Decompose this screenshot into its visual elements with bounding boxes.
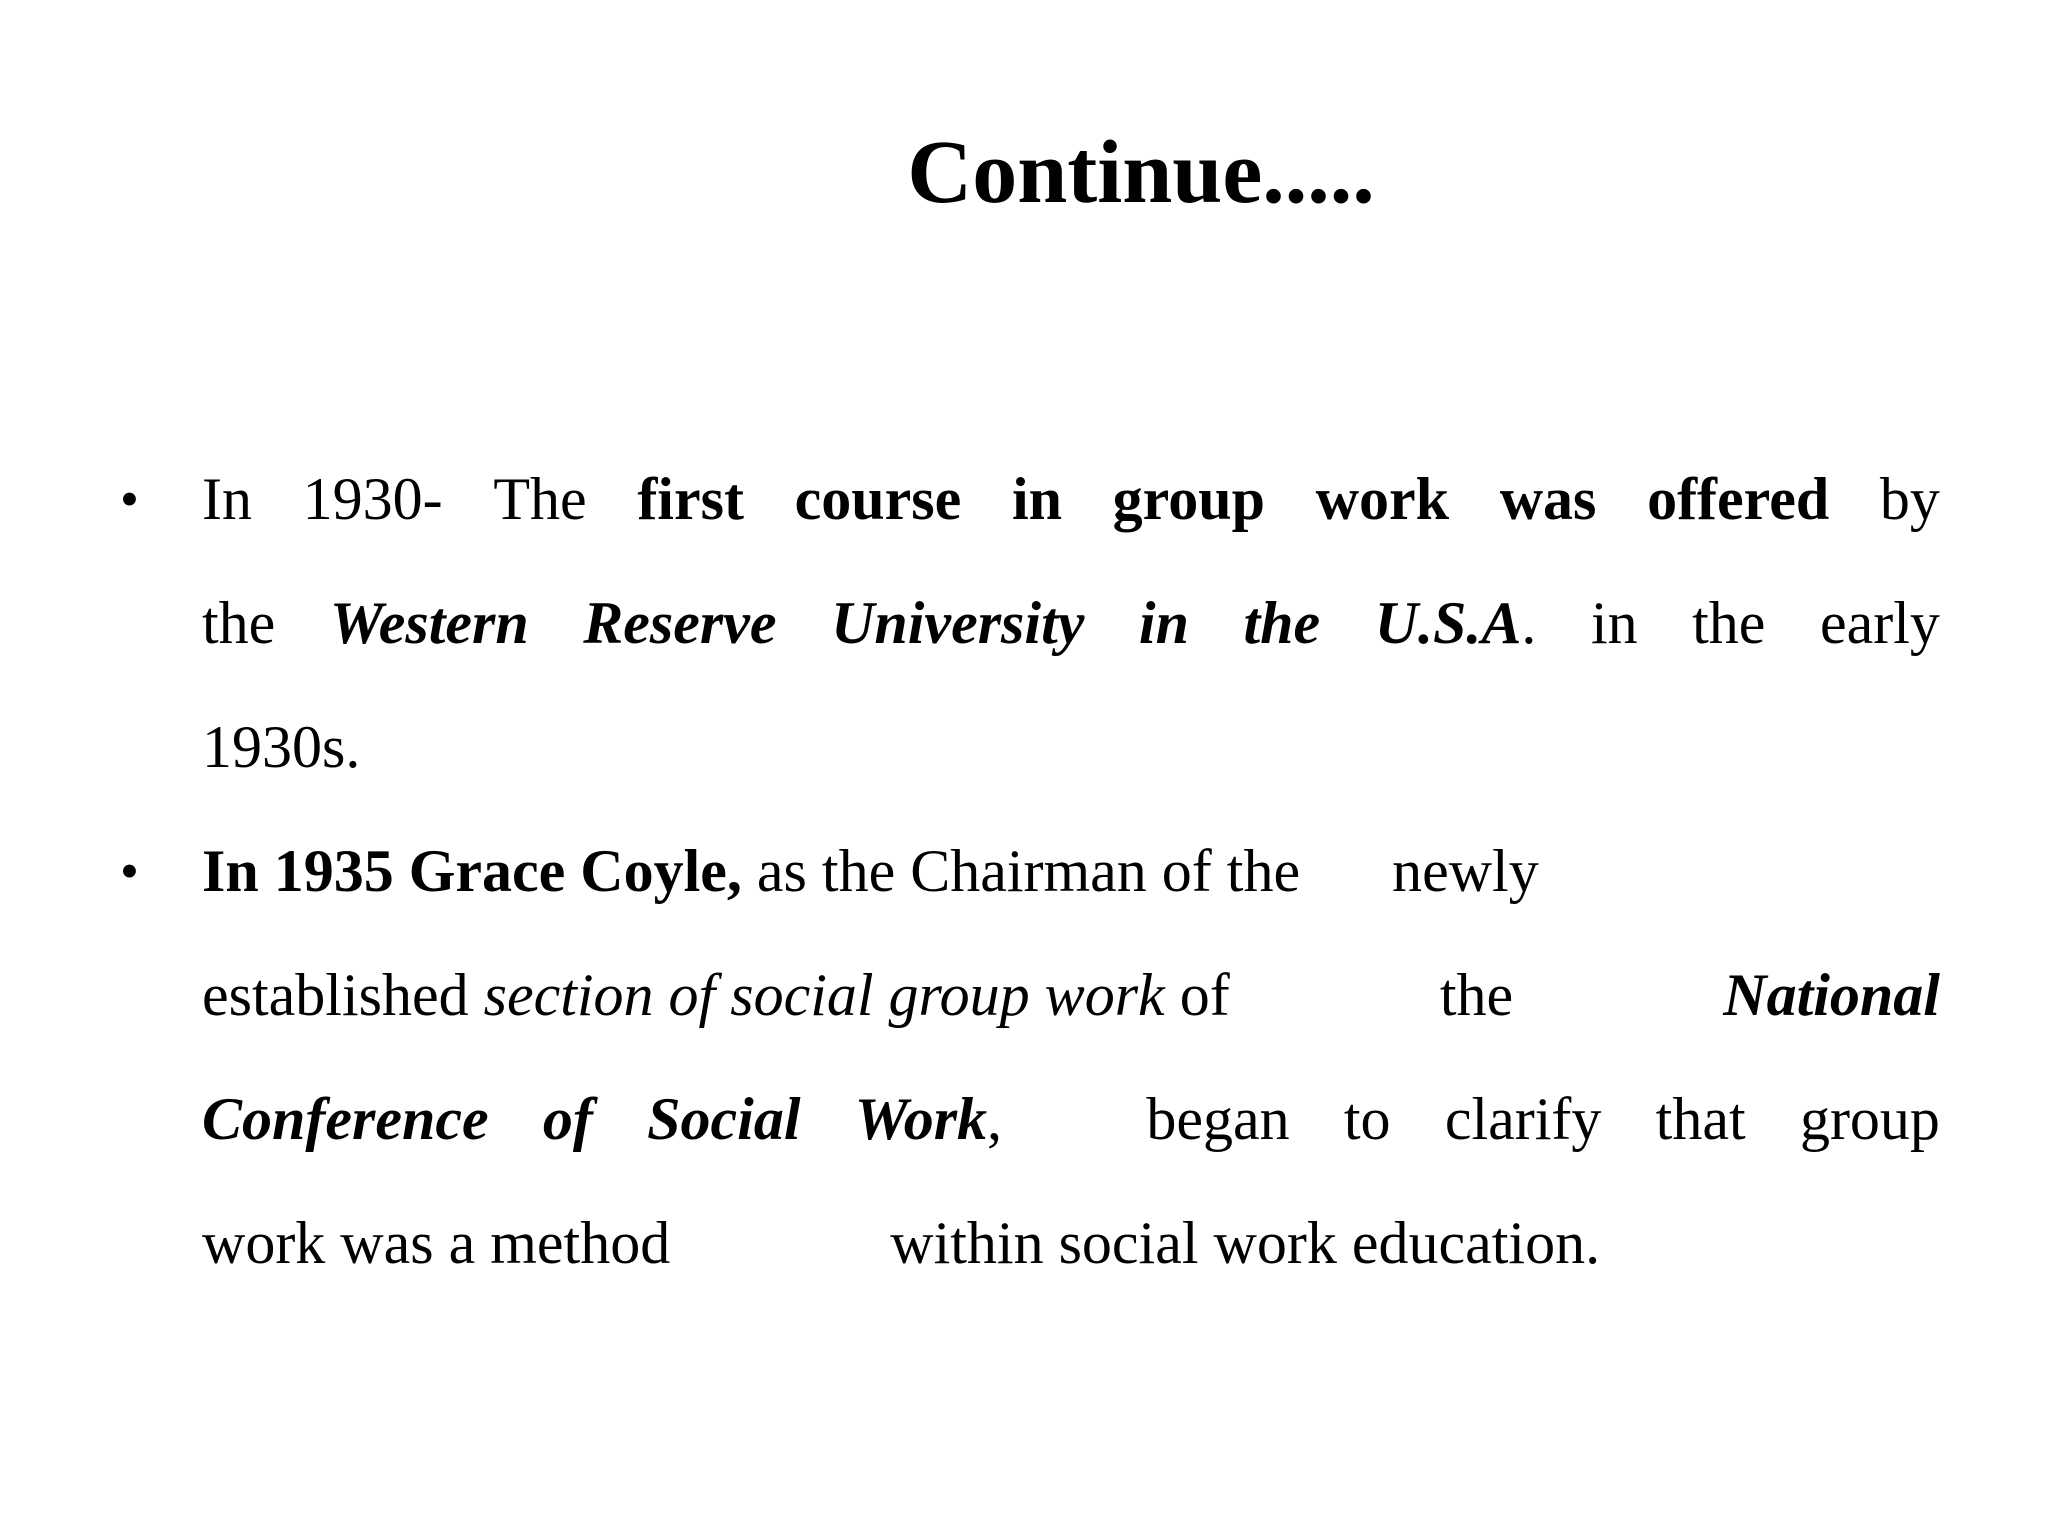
bullet-2-line-3 [202,1057,1940,1181]
text-in: in [1590,590,1638,656]
bullet-dot-icon: • [120,841,139,901]
bullet-list [120,437,1940,1305]
text-newly: newly [1392,838,1539,904]
text-group: group [1112,466,1265,532]
bullet-2-line-1 [202,809,1940,933]
bullet-item-1935 [120,809,1940,1305]
text-of: of [1179,962,1230,1028]
text-period: . [1521,590,1537,656]
text-early: early [1819,590,1940,656]
text-of-bold: of [542,1086,593,1152]
text-reserve: Reserve [583,590,777,656]
text-began: began [1146,1086,1290,1152]
bullet-2-line-2 [202,933,1940,1057]
text-usa: U.S.A [1374,590,1522,656]
bullet-dot-icon: • [120,469,139,529]
text-university: University [831,590,1085,656]
text-section-social-group-work: section of social group work [483,962,1165,1028]
text-the: the [1692,590,1766,656]
text-work: work [1315,466,1449,532]
text-established: established [202,962,469,1028]
bullet-1-line-1 [202,437,1940,561]
text-year: 1930- [302,466,443,532]
text-work-method: work was a method [202,1210,671,1276]
text-group: group [1799,1086,1940,1152]
text-within-education: within social work education. [890,1210,1601,1276]
text-by: by [1879,466,1940,532]
bullet-1-line-2 [202,561,1940,685]
text-clarify: clarify [1444,1086,1602,1152]
text-work-bold: Work [854,1086,988,1152]
slide-title: Continue..... [907,123,1375,222]
text-the: The [493,466,587,532]
text-western: Western [329,590,529,656]
text-the-bold: the [1243,590,1321,656]
text-social: Social [647,1086,801,1152]
bullet-2-line-4 [202,1181,1940,1305]
text-offered: offered [1647,466,1830,532]
text-first: first [637,466,744,532]
text-chairman: as the Chairman of the [756,838,1301,904]
text-in: in [1138,590,1189,656]
text-in-bold: in [1011,466,1062,532]
text-was: was [1499,466,1597,532]
bullet-item-1930 [120,437,1940,809]
text-comma: , [987,1086,1003,1152]
text-conference: Conference [202,1086,489,1152]
text-the: the [202,590,276,656]
text-course: course [794,466,962,532]
text-national: National [1723,962,1940,1028]
text-grace-coyle: In 1935 Grace Coyle, [202,838,742,904]
bullet-1-line-3: 1930s. [202,714,361,780]
text-in: In [202,466,252,532]
text-that: that [1655,1086,1746,1152]
text-to: to [1343,1086,1391,1152]
text-the: the [1439,962,1514,1028]
